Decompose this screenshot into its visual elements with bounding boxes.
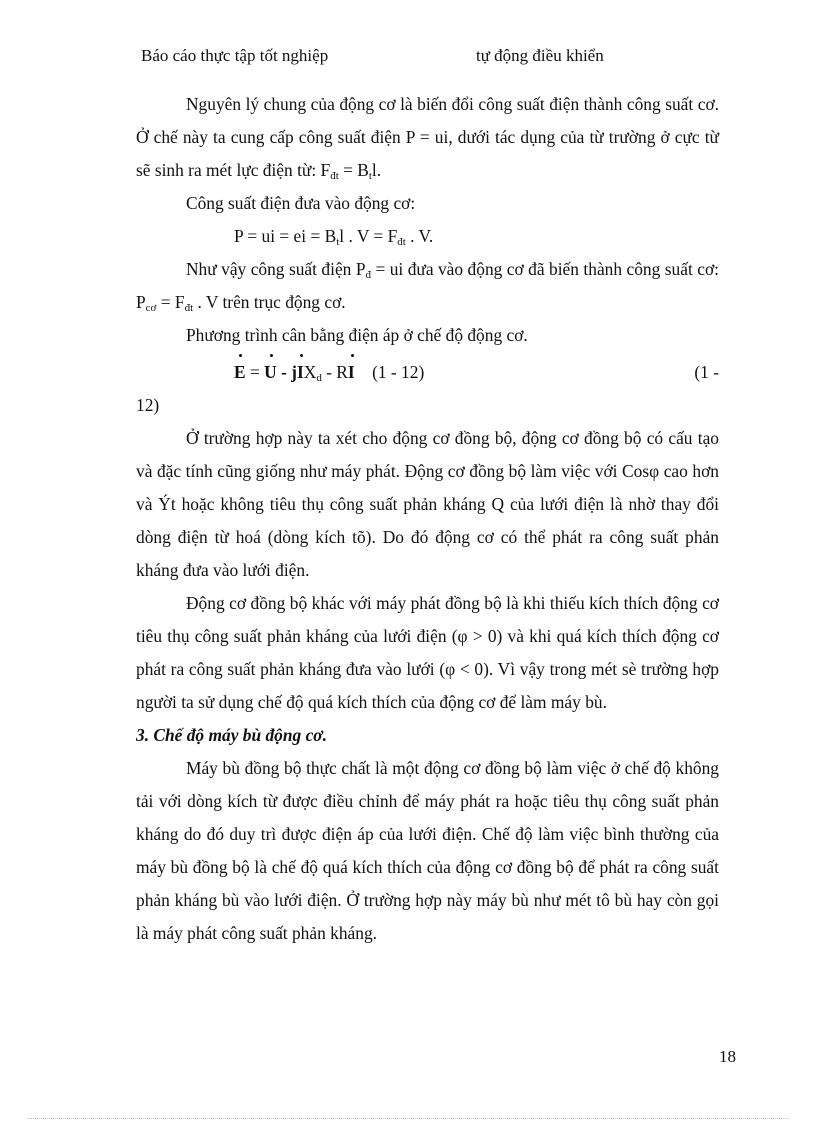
paragraph-input-power: Công suất điện đưa vào động cơ:: [186, 193, 416, 213]
equation-row: [136, 352, 719, 389]
header-right: tự động điều khiển: [476, 46, 604, 65]
section-heading: 3. Chế độ máy bù động cơ.: [136, 725, 327, 745]
voltage-equation: E = U - jIX$_d$ - RI (1 - 12): [234, 356, 424, 389]
equation-number: (1 - 12): [372, 362, 425, 382]
header-left: Báo cáo thực tập tốt nghiệp: [141, 46, 329, 65]
paragraph-mechanical-power: Như vậy công suất điện $P_đ$ = ui đưa vào động cơ đã biến thành công suất cơ: $P_{cơ} = F_{đt}$ . V trên trục động cơ.: [136, 259, 719, 314]
equation-number-wrap: 12): [136, 395, 160, 415]
paragraph-excitation: Động cơ đồng bộ khác với máy phát đồng bộ là khi thiếu kích thích động cơ tiêu thụ công suất phản kháng của lưới điện (φ > 0) và khi quá kích thích động cơ phát ra công suất phản kháng đưa vào lưới (φ < 0). Vì vậy trong mét sè trường hợp người ta sử dụng chế độ quá kích thích của động cơ để làm máy bù.: [136, 593, 719, 712]
paragraph-synchronous-motor: Ở trường hợp này ta xét cho động cơ đồng bộ, động cơ đồng bộ có cấu tạo và đặc tính cũng giống như máy phát. Động cơ đồng bộ làm việc với Cosφ cao hơn và Ýt hoặc không tiêu thụ công suất phản kháng Q của lưới điện là nhờ thay đổi dòng điện từ hoá (dòng kích tõ). Do đó động cơ có thể phát ra công suất phản kháng đưa vào lưới điện.: [136, 428, 719, 580]
footer-divider: [28, 1118, 788, 1119]
document-body: [136, 88, 719, 950]
paragraph-voltage-balance: Phương trình cân bằng điện áp ở chế độ động cơ.: [186, 325, 528, 345]
paragraph-compensator: Máy bù đồng bộ thực chất là một động cơ đồng bộ làm việc ở chế độ không tải với dòng kích từ được điều chỉnh để máy phát ra hoặc tiêu thụ công suất phản kháng do đó duy trì được điện áp của lưới điện. Chế độ làm việc bình thường của máy bù đồng bộ là chế độ quá kích thích của động cơ đồng bộ để phát ra công suất phản kháng bù vào lưới điện. Ở trường hợp này máy bù như mét tô bù hay còn gọi là máy phát công suất phản kháng.: [136, 758, 719, 943]
equation-number-right: (1 -: [694, 362, 719, 382]
formula-power: P = ui = ei = $B_tl$ . $V = F_{đt}$ . V.: [234, 226, 434, 248]
paragraph-intro: Nguyên lý chung của động cơ là biến đổi công suất điện thành công suất cơ. Ở chế này ta cung cấp công suất điện P = ui, dưới tác dụng của từ trường ở cực từ sẽ sinh ra mét lực điện từ: $F_{đt} = B_tl$.: [136, 94, 719, 182]
page-number: 18: [719, 1047, 736, 1066]
